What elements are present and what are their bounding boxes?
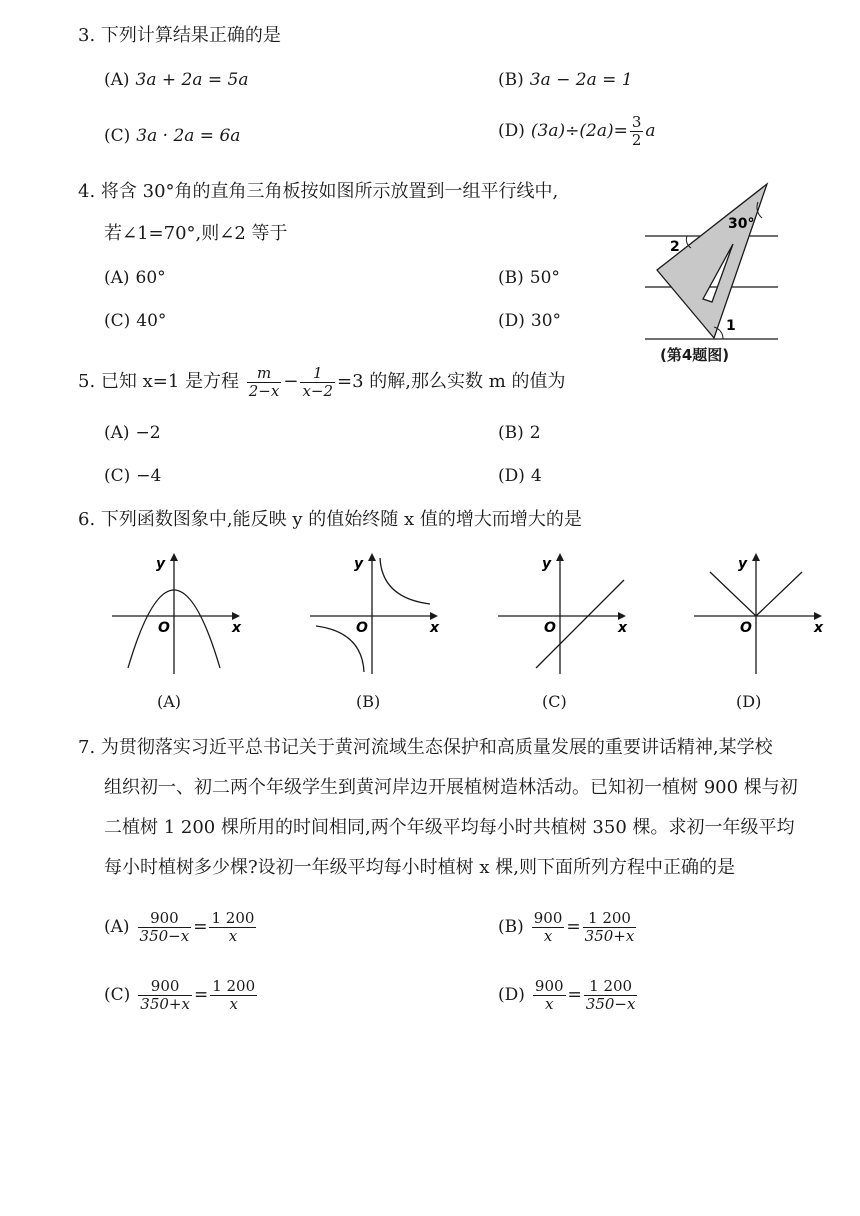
graph-d-caption: (D): [736, 692, 762, 711]
q7-line-2: 组织初一、初二两个年级学生到黄河岸边开展植树造林活动。已知初一植树 900 棵与初: [104, 777, 798, 798]
fraction-denominator: 350+x: [584, 927, 635, 945]
q3-option-b: [498, 68, 633, 92]
q5-option-d: [498, 464, 542, 488]
x-axis-arrow: [232, 612, 240, 620]
fraction-numerator: 900: [534, 977, 564, 995]
x-axis-arrow: [618, 612, 626, 620]
q4-option-b: [498, 266, 560, 290]
fraction-left: [532, 910, 565, 945]
fraction-denominator: x: [229, 995, 238, 1013]
hyperbola-branch-right: [380, 558, 430, 604]
q3-option-d: [498, 114, 656, 149]
fraction-denominator: 2: [631, 131, 642, 149]
fraction-denominator: 2−x: [248, 381, 280, 400]
option-label: (D): [498, 311, 525, 331]
fraction-numerator: 1 200: [583, 910, 637, 928]
origin-label: O: [740, 620, 752, 636]
graph-c: [494, 548, 634, 678]
graph-d: [690, 548, 830, 678]
q3-option-c: [104, 124, 240, 148]
q7-line-4: 每小时植树多少棵?设初一年级平均每小时植树 x 棵,则下面所列方程中正确的是: [104, 857, 735, 878]
option-label: (D): [498, 466, 525, 486]
triangle-ruler: [657, 184, 767, 338]
q7-option-d: (D) $\frac{900}{x}$ = $\frac{1 200}{350-x}$: [498, 977, 636, 1013]
q3-option-a: [104, 68, 249, 92]
fraction-denominator: x: [543, 927, 553, 945]
fraction-denominator: x: [228, 927, 238, 945]
angle-30-label: 30°: [728, 216, 755, 232]
q4-option-c: [104, 309, 166, 333]
fraction-denominator: x: [544, 995, 554, 1013]
q4-stem-line2: 若∠1=70°,则∠2 等于: [104, 223, 288, 244]
q4-option-d: [498, 309, 561, 333]
q5-stem: 5. 已知 x=1 是方程 $\frac{m}{2-x}$ − $\frac{1}{x-2}$ =3 的解,那么实数 m 的值为: [78, 363, 566, 400]
y-axis-arrow: [556, 553, 564, 561]
q3-stem: 3. 下列计算结果正确的是: [78, 25, 281, 46]
option-label: (C): [104, 311, 131, 331]
angle-2-label: 2: [670, 239, 680, 255]
q5-option-a: [104, 421, 161, 445]
option-label: (C): [104, 126, 131, 146]
y-axis-arrow: [170, 553, 178, 561]
graph-c-caption: (C): [542, 692, 567, 711]
q5-stem-part-b: =3 的解,那么实数 m 的值为: [337, 371, 566, 392]
fraction-numerator: 900: [533, 909, 563, 927]
option-label: (A): [104, 70, 130, 90]
fraction-numerator: 900: [138, 978, 192, 996]
q7-option-a: (A) $\frac{900}{350-x}$ = $\frac{1 200}{x}$: [104, 909, 255, 945]
graph-b: [306, 548, 446, 678]
origin-label: O: [356, 620, 368, 636]
option-label: (B): [498, 268, 524, 288]
fraction-numerator: m: [247, 365, 282, 383]
option-expr: 3a · 2a = 6a: [136, 126, 241, 146]
fraction-numerator: 1 200: [584, 978, 638, 996]
x-axis-label: x: [430, 620, 440, 636]
y-axis-label: y: [738, 556, 748, 572]
q6-stem: 6. 下列函数图象中,能反映 y 的值始终随 x 值的增大而增大的是: [78, 509, 582, 530]
option-text: −2: [135, 423, 161, 443]
fraction-right: [583, 910, 637, 945]
fraction-m: [247, 365, 282, 400]
graph-a-caption: (A): [157, 692, 182, 711]
option-expr: 3a − 2a = 1: [529, 70, 633, 90]
graph-a: [108, 548, 248, 678]
x-axis-label: x: [232, 620, 242, 636]
option-label: (C): [104, 985, 131, 1005]
fraction-right: [209, 910, 256, 945]
option-text: 40°: [136, 311, 167, 331]
fraction-denominator: x−2: [302, 381, 334, 400]
origin-label: O: [158, 620, 170, 636]
option-label: (D): [498, 121, 525, 141]
option-expr-pre: (3a)÷(2a)=: [530, 121, 628, 141]
option-label: (C): [104, 466, 131, 486]
fraction-denominator: 350−x: [585, 995, 636, 1013]
fraction-numerator: 1: [300, 365, 335, 383]
option-text: −4: [136, 466, 162, 486]
option-expr: 3a + 2a = 5a: [135, 70, 249, 90]
x-axis-arrow: [430, 612, 438, 620]
origin-label: O: [544, 620, 556, 636]
y-axis-label: y: [354, 556, 364, 572]
option-label: (B): [498, 423, 524, 443]
q7-line-1: 7. 为贯彻落实习近平总书记关于黄河流域生态保护和高质量发展的重要讲话精神,某学校: [78, 737, 773, 758]
fraction: [630, 114, 644, 149]
fraction-denominator: 350+x: [140, 995, 190, 1013]
option-text: 30°: [530, 311, 562, 331]
y-axis-arrow: [368, 553, 376, 561]
y-axis-label: y: [542, 556, 552, 572]
fraction-left: [138, 910, 192, 945]
option-text: 4: [530, 466, 542, 486]
q7-line-3: 二植树 1 200 棵所用的时间相同,两个年级平均每小时共植树 350 棵。求初一年级平均: [104, 817, 795, 838]
option-label: (D): [498, 985, 525, 1005]
option-label: (B): [498, 917, 524, 937]
y-axis-arrow: [752, 553, 760, 561]
x-axis-label: x: [618, 620, 628, 636]
q7-option-c: (C) $\frac{900}{350+x}$ = $\frac{1 200}{x}$: [104, 977, 256, 1013]
q4-stem-line1: 4. 将含 30°角的直角三角板按如图所示放置到一组平行线中,: [78, 181, 559, 202]
fraction-left: [533, 978, 566, 1013]
fraction-numerator: 3: [631, 113, 642, 131]
fraction-right: [584, 978, 638, 1013]
q7-stem: [78, 728, 838, 888]
option-expr-post: a: [645, 121, 656, 141]
fraction-numerator: 1 200: [211, 909, 255, 927]
fraction-right: [210, 978, 257, 1013]
option-text: 50°: [529, 268, 560, 288]
fraction-numerator: 1 200: [212, 977, 256, 995]
fraction-denominator: 350−x: [139, 927, 190, 945]
q4-option-a: [104, 266, 166, 290]
option-text: 2: [529, 423, 541, 443]
q5-stem-part-a: 5. 已知 x=1 是方程: [78, 371, 240, 392]
q7-option-b: (B) $\frac{900}{x}$ = $\frac{1 200}{350+x}$: [498, 909, 635, 945]
fraction-numerator: 900: [138, 910, 192, 928]
q5-option-c: [104, 464, 161, 488]
y-axis-label: y: [156, 556, 166, 572]
graph-b-caption: (B): [356, 692, 381, 711]
angle-1-label: 1: [726, 318, 736, 334]
x-axis-arrow: [814, 612, 822, 620]
q4-figure: [640, 178, 782, 348]
option-label: (A): [104, 268, 130, 288]
q5-option-b: [498, 421, 541, 445]
option-label: (A): [104, 917, 130, 937]
x-axis-label: x: [814, 620, 824, 636]
q4-figure-caption: (第4题图): [660, 346, 730, 364]
fraction-1: [300, 365, 335, 400]
option-label: (B): [498, 70, 524, 90]
fraction-left: [138, 978, 192, 1013]
option-text: 60°: [135, 268, 166, 288]
option-label: (A): [104, 423, 130, 443]
